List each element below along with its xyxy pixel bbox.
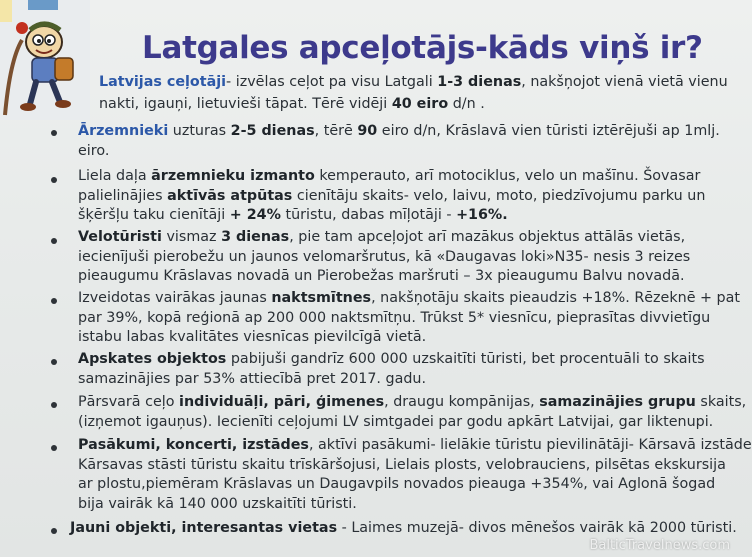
logo-mascot: [0, 0, 90, 120]
paragraph-4-line-1: Velotūristi vismaz 3 dienas, pie tam apceļojot arī mazākus objektus attālās vietās,: [78, 229, 686, 245]
paragraph-2-line-1: Ārzemnieki uzturas 2-5 dienas, tērē 90 eiro d/n, Krāslavā vien tūristi iztērējuši ap 1mlj.: [78, 123, 720, 139]
bullet-3: [51, 177, 57, 183]
paragraph-7-line-2: (izņemot igauņus). Iecienīti ceļojumi LV simtgadei par godu apkārt Latvijai, gar liktenupi.: [78, 414, 714, 430]
paragraph-8-line-2: Kārsavas stāsti tūristu skaitu trīskāršojusi, Lielais plosts, velobrauciens, pilsētas ekskursija: [78, 457, 726, 473]
paragraph-7-line-1: Pārsvarā ceļo individuāļi, pāri, ģimenes, draugu kompānijas, samazinājies grupu skaits,: [78, 394, 747, 410]
paragraph-4-line-2: iecienījuši pierobežu un jaunos velomaršrutus, kā «Daugavas loki»N35- nesis 3 reizes: [78, 249, 691, 265]
paragraph-1-line-1: Latvijas ceļotāji- izvēlas ceļot pa visu Latgali 1-3 dienas, nakšņojot vienā vietā vienu: [99, 74, 728, 90]
paragraph-8-line-3: ar plostu,piemēram Krāslavas un Daugavpils novados pieauga +354%, vai Aglonā šogad: [78, 476, 716, 492]
paragraph-5-line-3: istabu labas kvalitātes viesnīcas pievilcīgā vietā.: [78, 329, 427, 345]
paragraph-6-line-2: samazinājies par 53% attiecībā pret 2017. gadu.: [78, 371, 427, 387]
bullet-6: [51, 359, 57, 365]
paragraph-3-line-2: palielinājies aktīvās atpūtas cienītāju skaits- velo, laivu, moto, piedzīvojumu parku un: [78, 188, 706, 204]
paragraph-6-line-1: Apskates objektos pabijuši gandrīz 600 000 uzskaitīti tūristi, bet procentuāli to skaits: [78, 351, 705, 367]
paragraph-1-line-2: nakti, igauņi, lietuvieši tāpat. Tērē vidēji 40 eiro d/n .: [99, 96, 485, 112]
paragraph-2-line-2: eiro.: [78, 143, 110, 159]
bullet-7: [51, 402, 57, 408]
slide-title: Latgales apceļotājs-kāds viņš ir?: [142, 30, 703, 66]
bullet-5: [51, 298, 57, 304]
bullet-8: [51, 445, 57, 451]
paragraph-3-line-3: šķēršļu taku cienītāji + 24% tūristu, dabas mīļotāji - +16%.: [78, 207, 508, 223]
watermark: BalticTravelnews.com: [589, 538, 730, 553]
paragraph-8-line-1: Pasākumi, koncerti, izstādes, aktīvi pasākumi- lielākie tūristu pievilinātāji- Kārsavā izstāde: [78, 437, 752, 453]
paragraph-5-line-1: Izveidotas vairākas jaunas naktsmītnes, nakšņotāju skaits pieaudzis +18%. Rēzeknē + pat: [78, 290, 740, 306]
paragraph-3-line-1: Liela daļa ārzemnieku izmanto kemperauto, arī motociklus, velo un mašīnu. Šovasar: [78, 168, 701, 184]
bullet-2: [51, 130, 57, 136]
paragraph-8-line-4: bija vairāk kā 140 000 uzskaitīti tūristi.: [78, 496, 357, 512]
paragraph-4-line-3: pieaugumu Krāslavas novadā un Pierobežas maršruti – 3x pieaugumu Balvu novadā.: [78, 268, 685, 284]
bullet-9: [51, 528, 57, 534]
bullet-4: [51, 238, 57, 244]
paragraph-5-line-2: par 39%, kopā reģionā ap 200 000 naktsmītņu. Trūkst 5* viesnīcu, pieprasītas divvietīgu: [78, 310, 711, 326]
paragraph-9-line-1: Jauni objekti, interesantas vietas - Laimes muzejā- divos mēnešos vairāk kā 2000 tūristi.: [70, 520, 737, 536]
